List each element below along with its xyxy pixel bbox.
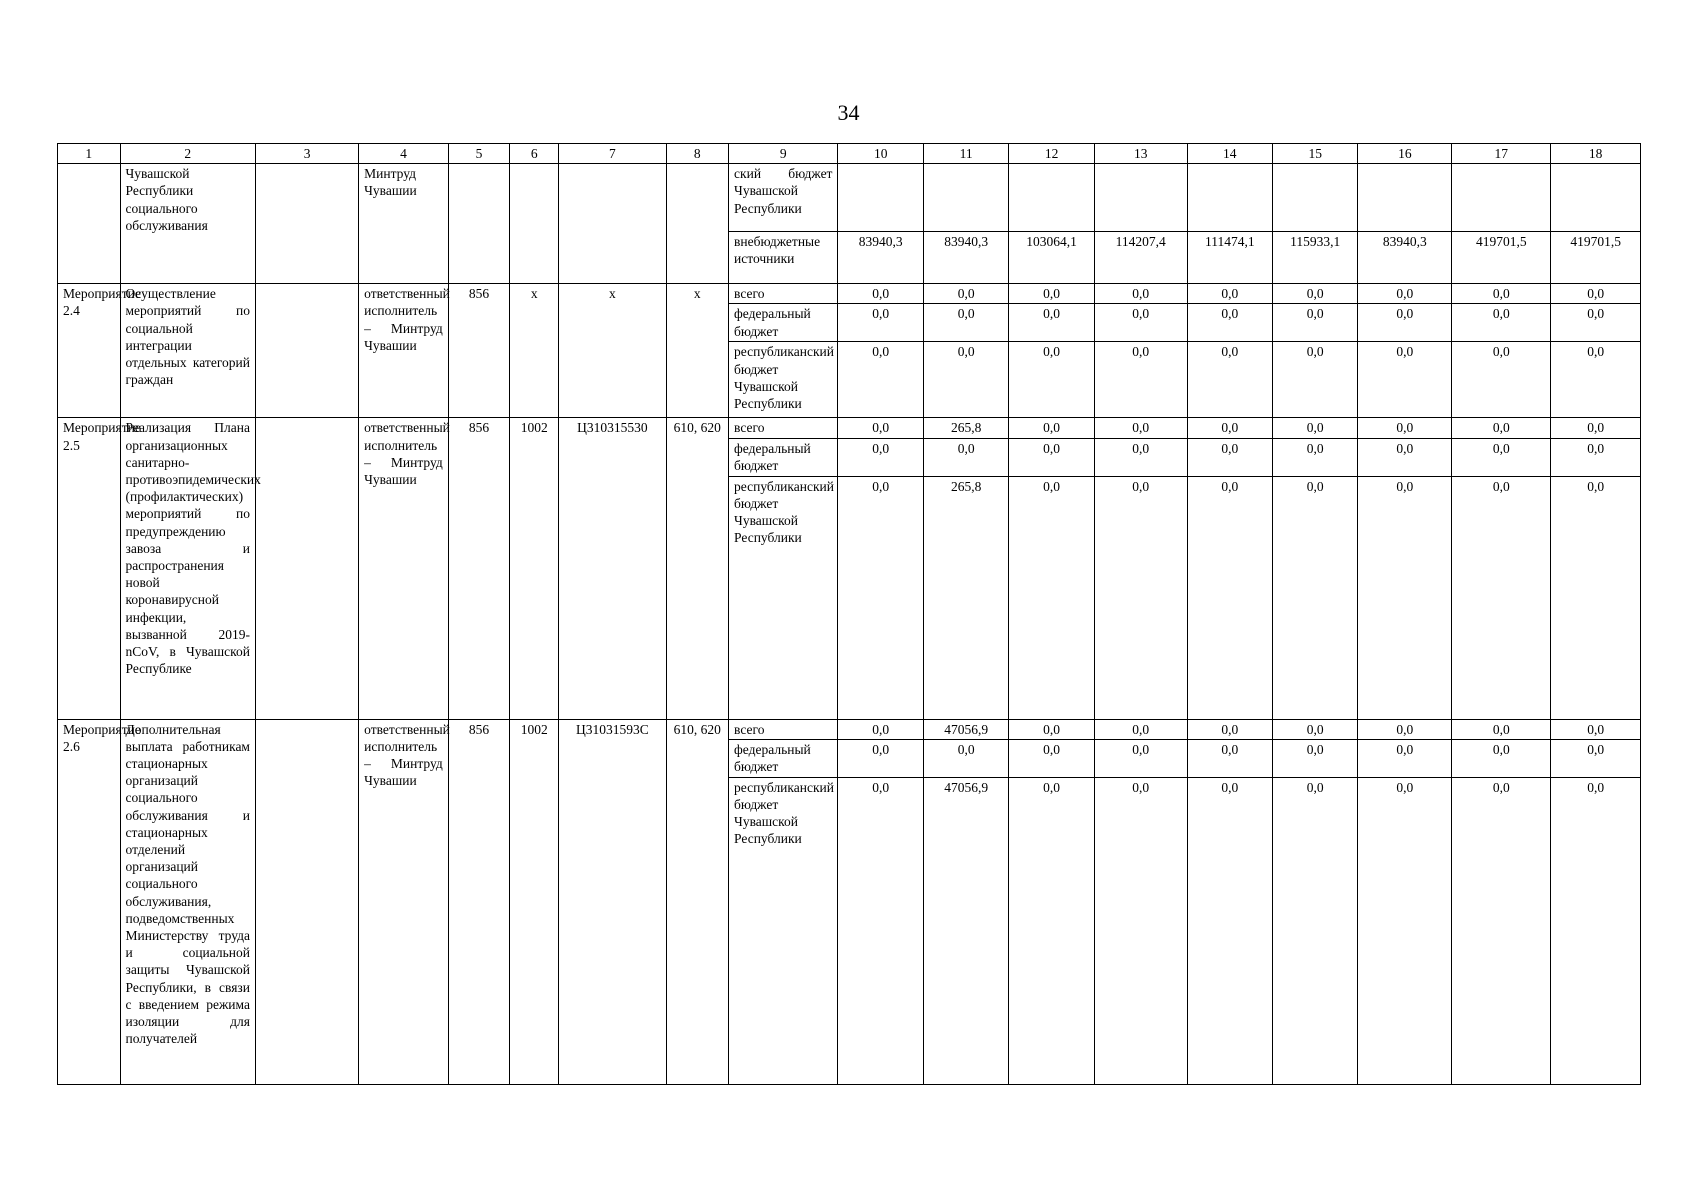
page-number: 34: [837, 100, 860, 125]
amount-value: 115933,1: [1273, 232, 1358, 284]
funding-source: республиканский бюджет Чувашской Республики: [729, 342, 838, 418]
column-number: 15: [1273, 144, 1358, 164]
column-number: 16: [1358, 144, 1452, 164]
amount-value: 0,0: [1187, 304, 1272, 342]
measure-name: Осуществление мероприятий по социальной интеграции отдельных категорий граждан: [120, 284, 255, 418]
expense-type-code: 610, 620: [666, 719, 729, 1084]
amount-value: 0,0: [1187, 438, 1272, 476]
amount-value: 0,0: [1358, 342, 1452, 418]
amount-value: [838, 164, 923, 232]
amount-value: 114207,4: [1094, 232, 1187, 284]
funding-source: республиканский бюджет Чувашской Республики: [729, 777, 838, 1084]
amount-value: 103064,1: [1009, 232, 1094, 284]
funding-source: всего: [729, 418, 838, 438]
amount-value: 0,0: [1187, 418, 1272, 438]
column-number: 13: [1094, 144, 1187, 164]
amount-value: [1358, 164, 1452, 232]
grbs-code: 856: [448, 719, 509, 1084]
column-number: 5: [448, 144, 509, 164]
amount-value: [923, 164, 1008, 232]
amount-value: 0,0: [1551, 284, 1641, 304]
amount-value: 83940,3: [923, 232, 1008, 284]
amount-value: 0,0: [1358, 719, 1452, 739]
amount-value: 0,0: [1551, 342, 1641, 418]
amount-value: [1273, 164, 1358, 232]
amount-value: 265,8: [923, 476, 1008, 719]
amount-value: 0,0: [1551, 719, 1641, 739]
code-cell: [510, 164, 559, 284]
amount-value: [1452, 164, 1551, 232]
table-row: [58, 284, 1641, 304]
column-number: 12: [1009, 144, 1094, 164]
amount-value: 0,0: [1009, 284, 1094, 304]
grbs-code: 856: [448, 284, 509, 418]
column-3: [255, 164, 358, 284]
amount-value: 0,0: [1452, 777, 1551, 1084]
amount-value: 0,0: [1094, 342, 1187, 418]
amount-value: 0,0: [1009, 777, 1094, 1084]
amount-value: 0,0: [1551, 777, 1641, 1084]
amount-value: 47056,9: [923, 719, 1008, 739]
section-code: x: [510, 284, 559, 418]
amount-value: 0,0: [838, 438, 923, 476]
amount-value: 0,0: [838, 342, 923, 418]
funding-source: республиканский бюджет Чувашской Республики: [729, 476, 838, 719]
column-number: 8: [666, 144, 729, 164]
column-number: 17: [1452, 144, 1551, 164]
table-row: [58, 719, 1641, 739]
measure-name: Чувашской Республики социального обслуживания: [120, 164, 255, 284]
amount-value: 0,0: [923, 342, 1008, 418]
amount-value: 0,0: [1452, 418, 1551, 438]
responsible-executor: Минтруд Чувашии: [359, 164, 449, 284]
amount-value: 0,0: [1187, 777, 1272, 1084]
amount-value: 0,0: [923, 304, 1008, 342]
amount-value: 0,0: [1273, 304, 1358, 342]
amount-value: 0,0: [1452, 739, 1551, 777]
amount-value: 0,0: [838, 719, 923, 739]
table-row: [58, 418, 1641, 438]
amount-value: 0,0: [1273, 476, 1358, 719]
amount-value: 0,0: [1009, 418, 1094, 438]
amount-value: [1187, 164, 1272, 232]
target-article-code: Ц31031593С: [559, 719, 666, 1084]
responsible-executor: ответственный исполнитель – Минтруд Чувашии: [359, 418, 449, 719]
amount-value: 0,0: [1187, 739, 1272, 777]
amount-value: 0,0: [1358, 438, 1452, 476]
column-number: 10: [838, 144, 923, 164]
measure-id: Мероприятие 2.5: [58, 418, 121, 719]
section-code: 1002: [510, 418, 559, 719]
funding-source: федеральный бюджет: [729, 438, 838, 476]
amount-value: 419701,5: [1551, 232, 1641, 284]
code-cell: [559, 164, 666, 284]
funding-source: ский бюджет Чувашской Республики: [729, 164, 838, 232]
amount-value: 0,0: [838, 739, 923, 777]
measure-name: Реализация Плана организационных санитарно-противоэпидемических (профилактических) мероприятий по предупреждению завоза и распространения новой коронавирусной инфекции, вызванной 2019-nCoV, в Чувашской Республике: [120, 418, 255, 719]
amount-value: 0,0: [1273, 719, 1358, 739]
amount-value: 0,0: [1187, 342, 1272, 418]
column-number: 9: [729, 144, 838, 164]
amount-value: 0,0: [1094, 476, 1187, 719]
amount-value: 0,0: [1551, 438, 1641, 476]
amount-value: 0,0: [838, 777, 923, 1084]
funding-source: федеральный бюджет: [729, 304, 838, 342]
responsible-executor: ответственный исполнитель – Минтруд Чувашии: [359, 719, 449, 1084]
column-number: 4: [359, 144, 449, 164]
amount-value: 0,0: [1452, 304, 1551, 342]
column-number: 11: [923, 144, 1008, 164]
amount-value: 0,0: [1273, 438, 1358, 476]
table-row: [58, 164, 1641, 232]
column-3: [255, 284, 358, 418]
amount-value: 0,0: [923, 284, 1008, 304]
funding-source: всего: [729, 284, 838, 304]
amount-value: 83940,3: [838, 232, 923, 284]
amount-value: [1094, 164, 1187, 232]
amount-value: 0,0: [1358, 304, 1452, 342]
amount-value: 0,0: [838, 418, 923, 438]
amount-value: 0,0: [1452, 719, 1551, 739]
funding-table: [57, 143, 1641, 1085]
amount-value: 0,0: [1452, 476, 1551, 719]
column-3: [255, 418, 358, 719]
amount-value: 0,0: [1009, 719, 1094, 739]
amount-value: 0,0: [1009, 739, 1094, 777]
amount-value: 265,8: [923, 418, 1008, 438]
expense-type-code: 610, 620: [666, 418, 729, 719]
amount-value: 0,0: [1273, 418, 1358, 438]
measure-id: [58, 164, 121, 284]
amount-value: 0,0: [1009, 304, 1094, 342]
amount-value: 0,0: [1452, 438, 1551, 476]
amount-value: 0,0: [1452, 284, 1551, 304]
amount-value: 0,0: [1187, 284, 1272, 304]
measure-name: Дополнительная выплата работникам стационарных организаций социального обслуживания и стационарных отделений организаций социального обслуживания, подведомственных Министерству труда и социальной защиты Чувашской Республики, в связи с введением режима изоляции для получателей: [120, 719, 255, 1084]
amount-value: 0,0: [1273, 284, 1358, 304]
measure-id: Мероприятие 2.6: [58, 719, 121, 1084]
amount-value: 47056,9: [923, 777, 1008, 1084]
column-number: 2: [120, 144, 255, 164]
amount-value: 0,0: [1009, 438, 1094, 476]
amount-value: [1009, 164, 1094, 232]
amount-value: 0,0: [1551, 304, 1641, 342]
amount-value: 0,0: [838, 284, 923, 304]
amount-value: 0,0: [1187, 476, 1272, 719]
expense-type-code: x: [666, 284, 729, 418]
target-article-code: Ц310315530: [559, 418, 666, 719]
amount-value: 0,0: [1094, 284, 1187, 304]
funding-source: всего: [729, 719, 838, 739]
amount-value: 0,0: [923, 438, 1008, 476]
column-number: 7: [559, 144, 666, 164]
amount-value: 0,0: [838, 476, 923, 719]
amount-value: 0,0: [1358, 418, 1452, 438]
measure-id: Мероприятие 2.4: [58, 284, 121, 418]
section-code: 1002: [510, 719, 559, 1084]
amount-value: 0,0: [1094, 719, 1187, 739]
amount-value: 0,0: [1358, 284, 1452, 304]
amount-value: 419701,5: [1452, 232, 1551, 284]
funding-source: федеральный бюджет: [729, 739, 838, 777]
column-number: 6: [510, 144, 559, 164]
funding-source: внебюджетные источники: [729, 232, 838, 284]
amount-value: 0,0: [1551, 476, 1641, 719]
amount-value: 0,0: [1094, 777, 1187, 1084]
amount-value: 0,0: [1551, 739, 1641, 777]
amount-value: 0,0: [1009, 476, 1094, 719]
amount-value: 0,0: [1273, 739, 1358, 777]
grbs-code: 856: [448, 418, 509, 719]
amount-value: 0,0: [1358, 476, 1452, 719]
amount-value: 0,0: [1273, 342, 1358, 418]
amount-value: 0,0: [1094, 418, 1187, 438]
column-number: 1: [58, 144, 121, 164]
amount-value: 0,0: [1094, 304, 1187, 342]
column-number-row: [58, 144, 1641, 164]
amount-value: [1551, 164, 1641, 232]
responsible-executor: ответственный исполнитель – Минтруд Чувашии: [359, 284, 449, 418]
column-number: 14: [1187, 144, 1272, 164]
amount-value: 0,0: [1551, 418, 1641, 438]
code-cell: [448, 164, 509, 284]
amount-value: 83940,3: [1358, 232, 1452, 284]
column-number: 18: [1551, 144, 1641, 164]
amount-value: 0,0: [838, 304, 923, 342]
amount-value: 111474,1: [1187, 232, 1272, 284]
column-number: 3: [255, 144, 358, 164]
amount-value: 0,0: [1452, 342, 1551, 418]
amount-value: 0,0: [1094, 739, 1187, 777]
amount-value: 0,0: [923, 739, 1008, 777]
target-article-code: x: [559, 284, 666, 418]
amount-value: 0,0: [1009, 342, 1094, 418]
amount-value: 0,0: [1094, 438, 1187, 476]
column-3: [255, 719, 358, 1084]
amount-value: 0,0: [1187, 719, 1272, 739]
amount-value: 0,0: [1358, 777, 1452, 1084]
code-cell: [666, 164, 729, 284]
amount-value: 0,0: [1273, 777, 1358, 1084]
amount-value: 0,0: [1358, 739, 1452, 777]
